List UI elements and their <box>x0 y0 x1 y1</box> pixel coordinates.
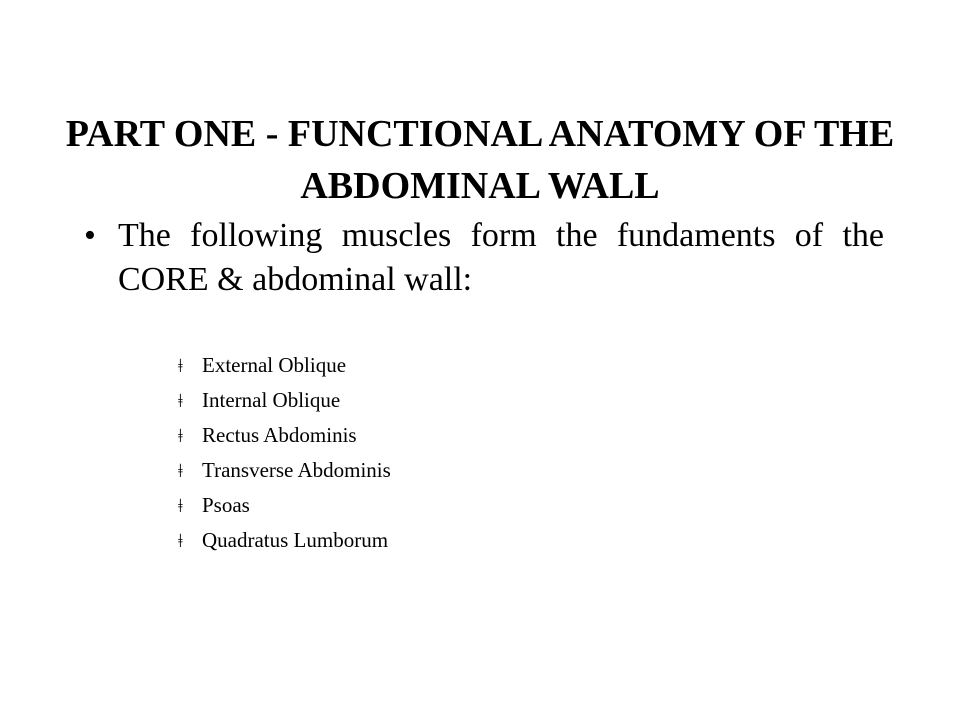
muscle-list <box>178 348 391 558</box>
muscle-label: Quadratus Lumborum <box>202 528 389 552</box>
muscle-label: External Oblique <box>202 353 347 377</box>
list-item <box>178 418 391 453</box>
muscle-label: Psoas <box>202 493 250 517</box>
slide-title: PART ONE - FUNCTIONAL ANATOMY OF THE ABDOMINAL WALL <box>65 113 895 207</box>
dagger-bullet-icon: ǂ <box>178 356 183 377</box>
list-item <box>178 523 391 558</box>
bullet-text: The following muscles form the fundaments of the CORE & abdominal wall: <box>118 217 884 298</box>
list-item <box>178 348 391 383</box>
list-item <box>178 488 391 523</box>
dagger-bullet-icon: ǂ <box>178 496 183 517</box>
main-bullet <box>84 214 884 302</box>
dagger-bullet-icon: ǂ <box>178 391 183 412</box>
muscle-label: Rectus Abdominis <box>202 423 357 447</box>
dagger-bullet-icon: ǂ <box>178 461 183 482</box>
muscle-label: Internal Oblique <box>202 388 341 412</box>
list-item <box>178 383 391 418</box>
bullet-dot-icon: • <box>84 217 96 254</box>
list-item <box>178 453 391 488</box>
dagger-bullet-icon: ǂ <box>178 426 183 447</box>
dagger-bullet-icon: ǂ <box>178 531 183 552</box>
muscle-label: Transverse Abdominis <box>202 458 391 482</box>
